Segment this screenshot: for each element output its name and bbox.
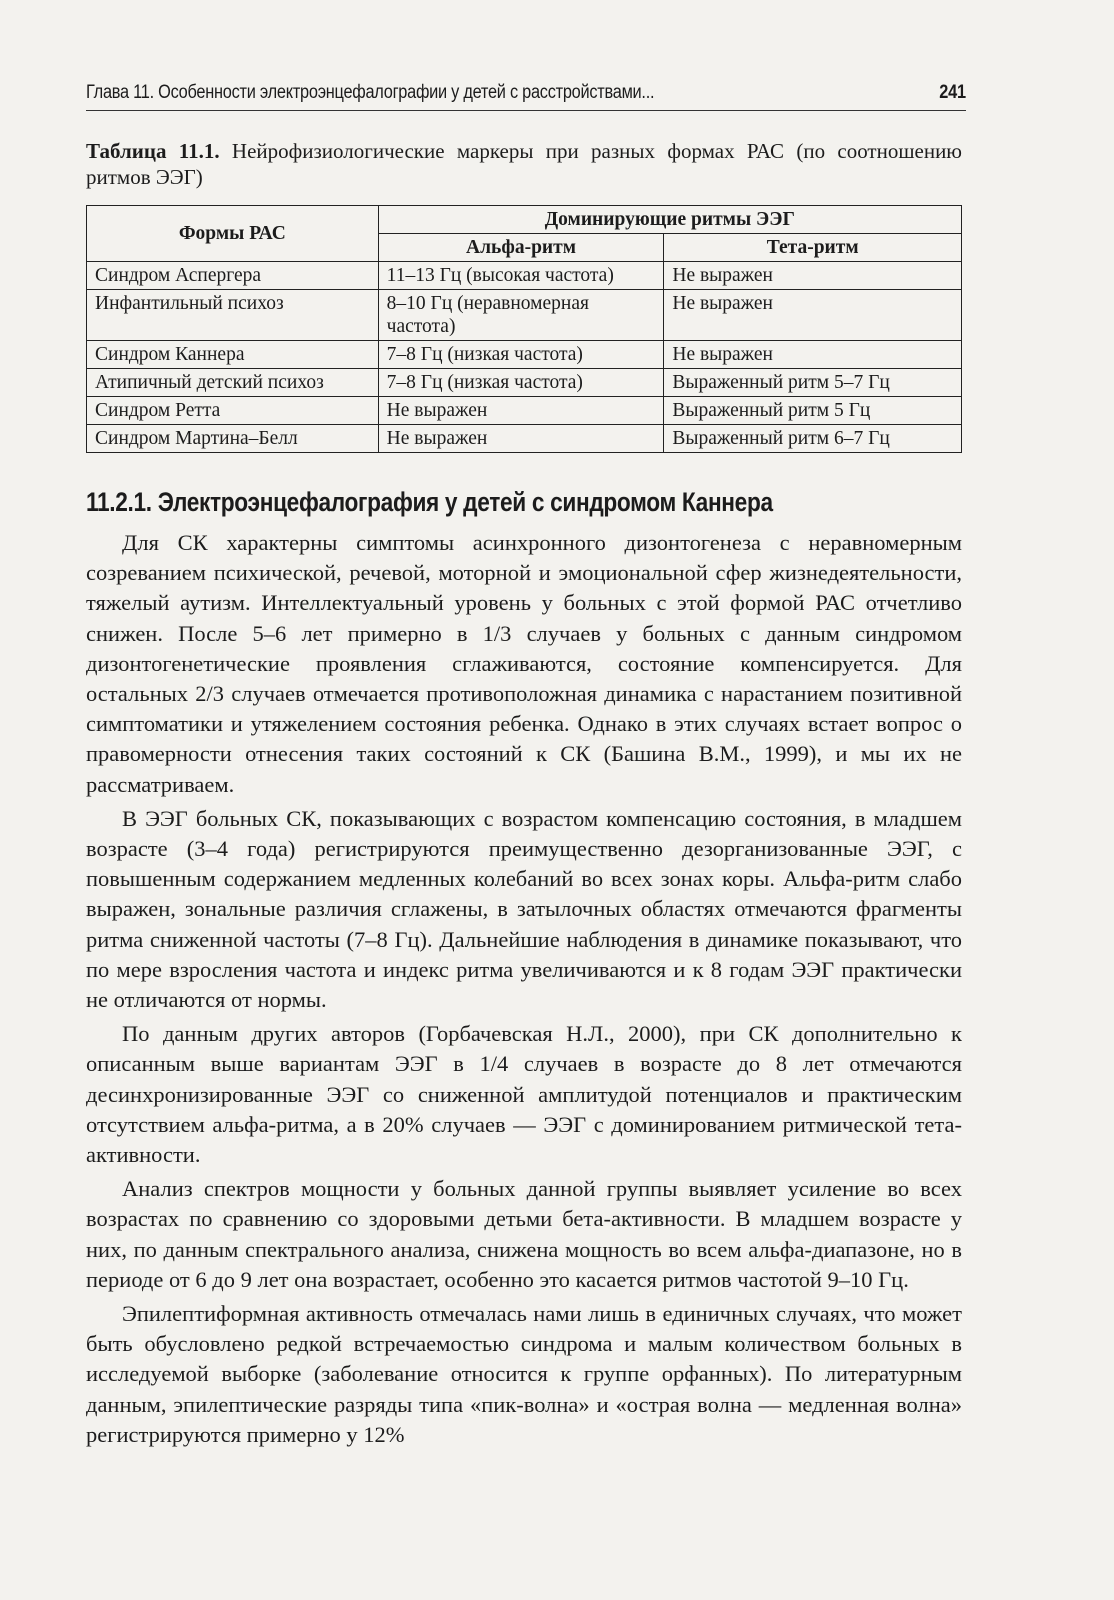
cell-alpha: Не выражен <box>378 425 664 453</box>
cell-theta: Не выражен <box>664 341 962 369</box>
paragraph: Для СК характерны симптомы асинхронного дизонтогенеза с неравномерным созреванием психической, речевой, моторной и эмоциональной сфер жизнедеятельности, тяжелый аутизм. Интеллектуальный уровень у больных с этой формой РАС отчетливо снижен. После 5–6 лет примерно в 1/3 случаев у больных с данным синдромом дизонтогенетические проявления сглаживаются, состояние компенсируется. Для остальных 2/3 случаев отмечается противоположная динамика с нарастанием позитивной симптоматики и утяжелением состояния ребенка. Однако в этих случаях встает вопрос о правомерности отнесения таких состояний к СК (Башина В.М., 1999), и мы их не рассматриваем. <box>86 530 962 797</box>
cell-form: Синдром Ретта <box>87 397 379 425</box>
table-caption <box>86 138 962 190</box>
cell-theta: Выраженный ритм 5 Гц <box>664 397 962 425</box>
table-row <box>87 290 962 341</box>
cell-form: Атипичный детский психоз <box>87 369 379 397</box>
cell-alpha: 7–8 Гц (низкая частота) <box>378 369 664 397</box>
header-alpha: Альфа-ритм <box>378 234 664 262</box>
table-caption-label: Таблица 11.1. <box>86 139 220 163</box>
header-rule <box>86 110 966 111</box>
header-theta: Тета-ритм <box>664 234 962 262</box>
paragraph: Эпилептиформная активность отмечалась нами лишь в единичных случаях, что может быть обусловлено редкой встречаемостью синдрома и малым количеством больных в исследуемой выборке (заболевание относится к группе орфанных). По литературным данным, эпилептические разряды типа «пик-волна» и «острая волна — медленная волна» регистрируются примерно у 12% <box>86 1301 962 1447</box>
cell-form: Синдром Каннера <box>87 341 379 369</box>
page-number: 241 <box>939 82 966 103</box>
cell-theta: Выраженный ритм 6–7 Гц <box>664 425 962 453</box>
table-row <box>87 262 962 290</box>
table-row <box>87 397 962 425</box>
table-row <box>87 341 962 369</box>
section-heading: 11.2.1. Электроэнцефалография у детей с синдромом Каннера <box>86 487 773 517</box>
cell-form: Инфантильный психоз <box>87 290 379 341</box>
header-forms: Формы РАС <box>87 206 379 262</box>
cell-alpha: 8–10 Гц (неравномерная частота) <box>378 290 664 341</box>
cell-theta: Выраженный ритм 5–7 Гц <box>664 369 962 397</box>
paragraph: По данным других авторов (Горбачевская Н.Л., 2000), при СК дополнительно к описанным выше вариантам ЭЭГ в 1/4 случаев в возрасте до 8 лет отмечаются десинхронизированные ЭЭГ со сниженной амплитудой потенциалов и практическим отсутствием альфа-ритма, а в 20% случаев — ЭЭГ с доминированием ритмической тета-активности. <box>86 1021 962 1168</box>
table-row <box>87 425 962 453</box>
cell-alpha: 7–8 Гц (низкая частота) <box>378 341 664 369</box>
section-body <box>86 528 962 1454</box>
running-header <box>86 82 966 104</box>
cell-alpha: 11–13 Гц (высокая частота) <box>378 262 664 290</box>
paragraph: В ЭЭГ больных СК, показывающих с возрастом компенсацию состояния, в младшем возрасте (3–4 года) регистрируются преимущественно дезорганизованные ЭЭГ, с повышенным содержанием медленных колебаний во всех зонах коры. Альфа-ритм слабо выражен, зональные различия сглажены, в затылочных областях отмечаются фрагменты ритма сниженной частоты (7–8 Гц). Дальнейшие наблюдения в динамике показывают, что по мере взросления частота и индекс ритма увеличиваются и к 8 годам ЭЭГ практически не отличаются от нормы. <box>86 805 962 1013</box>
cell-form: Синдром Мартина–Белл <box>87 425 379 453</box>
paragraph: Анализ спектров мощности у больных данной группы выявляет усиление во всех возрастах по сравнению со здоровыми детьми бета-активности. В младшем возрасте у них, по данным спектрального анализа, снижена мощность во всем альфа-диапазоне, но в периоде от 6 до 9 лет она возрастает, особенно это касается ритмов частотой 9–10 Гц. <box>86 1176 962 1292</box>
running-title: Глава 11. Особенности электроэнцефалографии у детей с расстройствами... <box>86 82 655 103</box>
cell-theta: Не выражен <box>664 262 962 290</box>
header-dominant-rhythms: Доминирующие ритмы ЭЭГ <box>378 206 961 234</box>
cell-alpha: Не выражен <box>378 397 664 425</box>
table-caption-text: Нейрофизиологические маркеры при разных формах РАС (по соотношению ритмов ЭЭГ) <box>86 139 962 189</box>
table-row <box>87 369 962 397</box>
cell-theta: Не выражен <box>664 290 962 341</box>
markers-table <box>86 205 962 453</box>
cell-form: Синдром Аспергера <box>87 262 379 290</box>
